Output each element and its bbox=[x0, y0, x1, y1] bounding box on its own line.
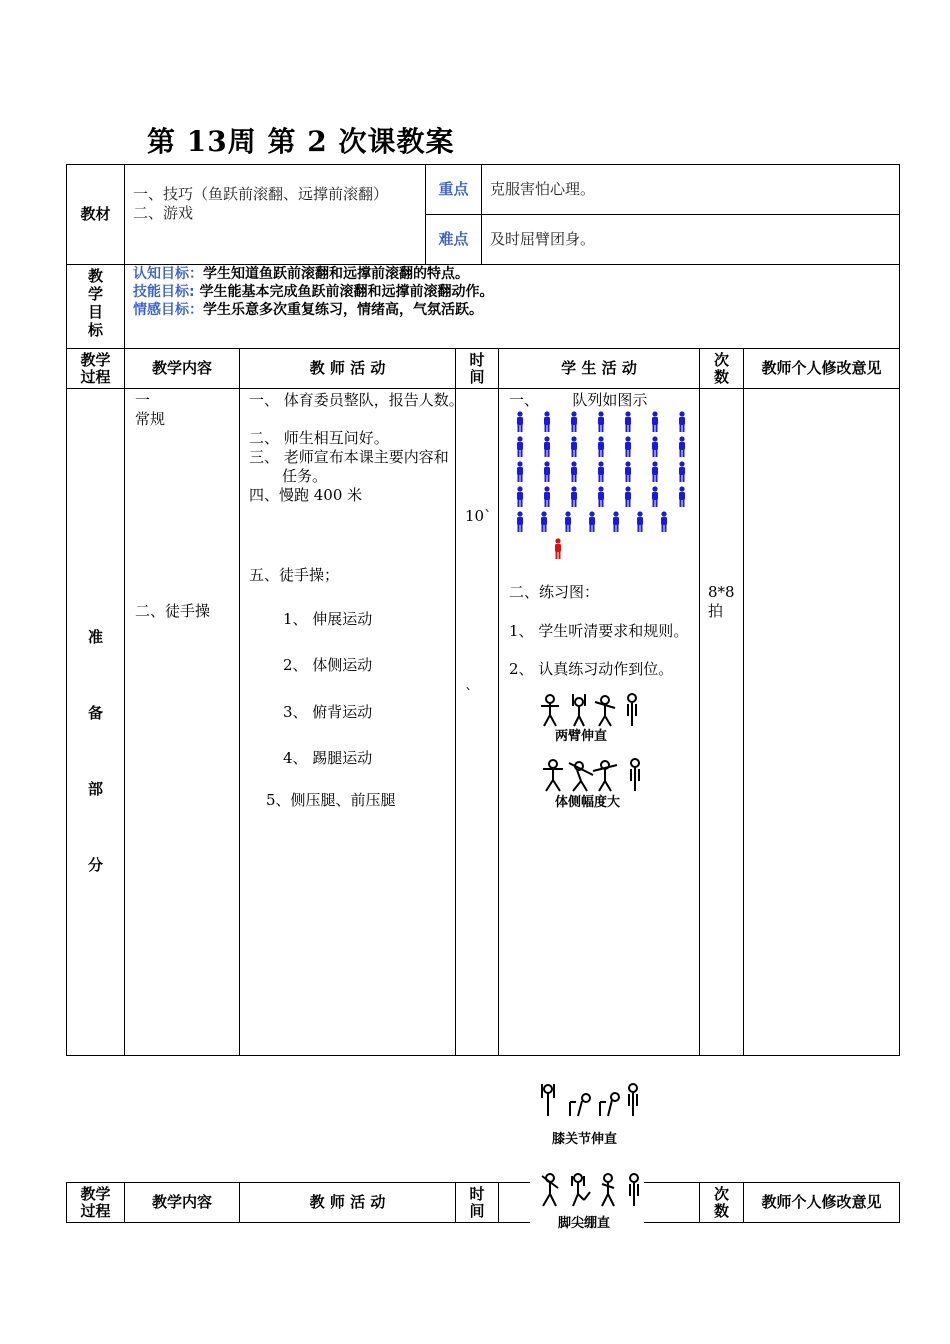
student-figure bbox=[542, 436, 552, 458]
col-process: 教学过程 bbox=[67, 349, 125, 389]
student-figure bbox=[542, 486, 552, 508]
student-figure bbox=[539, 511, 549, 533]
student-figure bbox=[677, 461, 687, 483]
exercise-4: 4、 踢腿运动 bbox=[283, 749, 373, 767]
student-figure bbox=[587, 511, 597, 533]
student-figure bbox=[596, 411, 606, 433]
col-count: 次数 bbox=[700, 349, 744, 389]
col-teacher: 教 师 活 动 bbox=[240, 349, 456, 389]
col-process-2: 教学过程 bbox=[67, 1183, 125, 1223]
page-title: 第 13周 第 2 次课教案 bbox=[147, 125, 455, 158]
fig-label-knee: 膝关节伸直 bbox=[552, 1132, 618, 1147]
student-figure bbox=[677, 486, 687, 508]
teacher-step-4: 四、慢跑 400 米 bbox=[249, 486, 363, 504]
col-student: 学 生 活 动 bbox=[499, 349, 700, 389]
fig-label-side: 体侧幅度大 bbox=[555, 795, 621, 810]
material-label: 教材 bbox=[67, 165, 125, 265]
material-cell bbox=[125, 165, 426, 265]
prep-count-cell bbox=[700, 389, 744, 1056]
col-content-2: 教学内容 bbox=[125, 1183, 240, 1223]
difficulty-text: 及时屈臂团身。 bbox=[482, 215, 900, 265]
difficulty-label: 难点 bbox=[426, 215, 482, 265]
key-text: 克服害怕心理。 bbox=[482, 165, 900, 215]
student-figure bbox=[515, 411, 525, 433]
student-step-3: 1、 学生听清要求和规则。 bbox=[509, 622, 689, 640]
objective-cognitive: 认知目标：学生知道鱼跃前滚翻和远撑前滚翻的特点。 bbox=[133, 266, 469, 282]
student-figure bbox=[635, 511, 645, 533]
prep-teacher-cell bbox=[240, 389, 464, 1056]
student-figure bbox=[650, 486, 660, 508]
student-figure bbox=[569, 486, 579, 508]
teacher-step-2: 二、 师生相互问好。 bbox=[249, 429, 389, 447]
student-figure bbox=[623, 411, 633, 433]
student-figure bbox=[611, 511, 621, 533]
student-figure bbox=[650, 436, 660, 458]
student-figure bbox=[650, 461, 660, 483]
student-step-2: 二、练习图： bbox=[509, 583, 600, 601]
time-2: ` bbox=[465, 685, 473, 703]
stick-figures-arms bbox=[539, 692, 649, 728]
col-notes: 教师个人修改意见 bbox=[744, 349, 900, 389]
exercise-3: 3、 俯背运动 bbox=[283, 703, 373, 721]
teacher-step-3: 三、 老师宣布本课主要内容和任务。 bbox=[249, 448, 449, 485]
col-notes-2: 教师个人修改意见 bbox=[744, 1183, 900, 1223]
fig-label-arms: 两臂伸直 bbox=[555, 729, 608, 744]
stick-figures-toe bbox=[538, 1172, 648, 1208]
prep-student-cell bbox=[499, 389, 700, 1056]
prep-notes-cell bbox=[744, 389, 900, 1056]
exercise-1: 1、 伸展运动 bbox=[283, 610, 373, 628]
student-figure bbox=[569, 461, 579, 483]
student-figure bbox=[515, 461, 525, 483]
student-figure bbox=[569, 436, 579, 458]
teacher-step-1: 一、 体育委员整队，报告人数。 bbox=[249, 391, 464, 409]
student-figure bbox=[596, 436, 606, 458]
col-teacher-2: 教 师 活 动 bbox=[240, 1183, 456, 1223]
process-table bbox=[66, 348, 900, 1056]
student-step-1: 一、 队列如图示 bbox=[509, 391, 648, 409]
exercise-2: 2、 体侧运动 bbox=[283, 656, 373, 674]
stick-figures-knee bbox=[538, 1082, 648, 1120]
content-2-title: 二、徒手操 bbox=[135, 602, 211, 620]
student-figure bbox=[515, 486, 525, 508]
prep-content-cell bbox=[125, 389, 240, 1056]
exercise-5: 5、侧压腿、前压腿 bbox=[266, 791, 396, 809]
prep-time-cell bbox=[456, 389, 499, 1056]
student-figure bbox=[659, 511, 669, 533]
student-figure bbox=[623, 486, 633, 508]
student-figure bbox=[542, 461, 552, 483]
material-item-2: 二、游戏 bbox=[133, 204, 194, 222]
content-1-index: 一 bbox=[135, 391, 151, 409]
student-figure bbox=[515, 436, 525, 458]
col-time: 时间 bbox=[456, 349, 499, 389]
objective-affective: 情感目标：学生乐意多次重复练习，情绪高，气氛活跃。 bbox=[133, 302, 483, 318]
objectives-cell bbox=[125, 265, 900, 349]
student-figure bbox=[623, 461, 633, 483]
student-figure bbox=[515, 511, 525, 533]
col-count-2: 次数 bbox=[700, 1183, 744, 1223]
student-figure bbox=[650, 411, 660, 433]
fig-label-toe: 脚尖绷直 bbox=[558, 1216, 611, 1231]
prep-section-label: 准 备 部 分 bbox=[67, 389, 125, 1056]
stick-figures-side bbox=[541, 757, 651, 793]
col-content: 教学内容 bbox=[125, 349, 240, 389]
student-figure bbox=[677, 436, 687, 458]
process-table-2 bbox=[66, 1182, 900, 1223]
key-label: 重点 bbox=[426, 165, 482, 215]
student-figure bbox=[542, 411, 552, 433]
student-step-4: 2、 认真练习动作到位。 bbox=[509, 660, 674, 678]
student-figure bbox=[623, 436, 633, 458]
teacher-step-5: 五、徒手操； bbox=[249, 566, 340, 584]
student-figure bbox=[596, 486, 606, 508]
student-figure bbox=[563, 511, 573, 533]
student-figure bbox=[677, 411, 687, 433]
student-figure bbox=[569, 411, 579, 433]
count-value: 8*8 拍 bbox=[708, 583, 735, 620]
time-1: 10` bbox=[465, 507, 492, 525]
material-item-1: 一、技巧（鱼跃前滚翻、远撑前滚翻） bbox=[133, 185, 389, 203]
teacher-figure bbox=[553, 538, 563, 560]
objectives-label: 教学目标 bbox=[67, 265, 125, 349]
content-1-title: 常规 bbox=[135, 410, 166, 428]
student-figure bbox=[596, 461, 606, 483]
header-table bbox=[66, 164, 900, 349]
col-time-2: 时间 bbox=[456, 1183, 499, 1223]
formation-diagram bbox=[499, 411, 699, 561]
objective-skill: 技能目标: 学生能基本完成鱼跃前滚翻和远撑前滚翻动作。 bbox=[133, 284, 494, 300]
